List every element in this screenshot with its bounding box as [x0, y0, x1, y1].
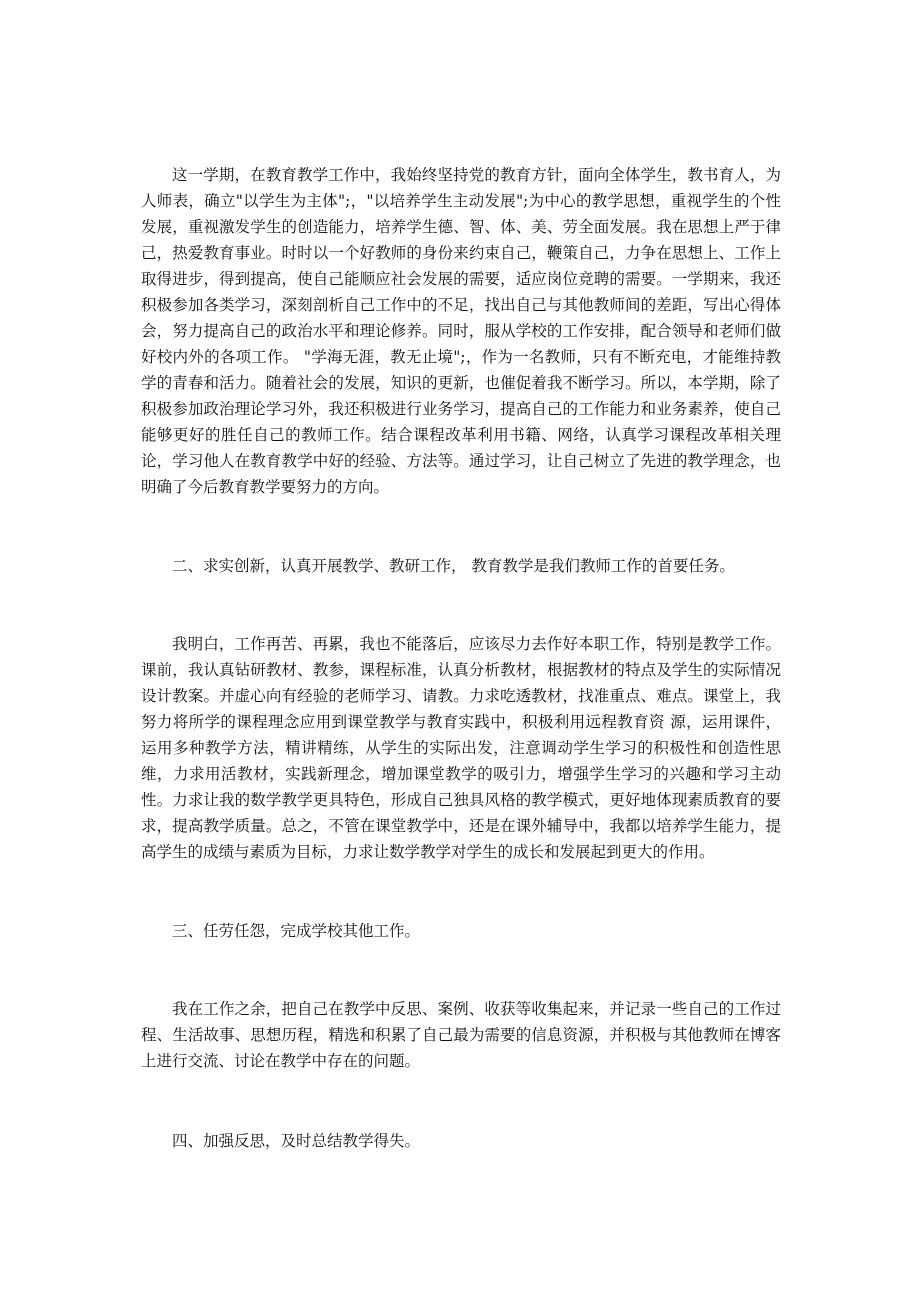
paragraph-study-and-ethics: 这一学期，在教育教学工作中，我始终坚持党的教育方针，面向全体学生，教书育人，为人师表，确立"以学生为主体";，"以培养学生主动发展";为中心的教学思想，重视学生的个性发展，重视激发学生的创造能力，培养学生德、智、体、美、劳全面发展。我在思想上严于律己，热爱教育事业。时时以一个好教师的身份来约束自己，鞭策自己，力争在思想上、工作上取得进步，得到提高，使自己能顺应社会发展的需要，适应岗位竞聘的需要。一学期来，我还积极参加各类学习，深刻剖析自己工作中的不足，找出自己与其他教师间的差距，写出心得体会，努力提高自己的政治水平和理论修养。同时，服从学校的工作安排，配合领导和老师们做好校内外的各项工作。 "学海无涯，教无止境";，作为一名教师，只有不断充电，才能维持教学的青春和活力。随着社会的发展，知识的更新，也催促着我不断学习。所以，本学期，除了积极参加政治理论学习外，我还积极进行业务学习，提高自己的工作能力和业务素养，使自己能够更好的胜任自己的教师工作。结合课程改革利用书籍、网络，认真学习课程改革相关理论，学习他人在教育教学中好的经验、方法等。通过学习，让自己树立了先进的教学理念，也明确了今后教育教学要努力的方向。: [141, 166, 781, 496]
paragraph-reflection-collection: 我在工作之余，把自己在教学中反思、案例、收获等收集起来，并记录一些自己的工作过程、生活故事、思想历程，精选和积累了自己最为需要的信息资源，并积极与其他教师在博客上进行交流、讨论在教学中存在的问题。: [141, 1000, 781, 1070]
section-heading-other-work: 三、任劳任怨，完成学校其他工作。: [172, 922, 421, 940]
section-heading-reflection: 四、加强反思，及时总结教学得失。: [172, 1132, 421, 1150]
paragraph-classroom-teaching: 我明白，工作再苦、再累，我也不能落后，应该尽力去作好本职工作，特别是教学工作。课前，我认真钻研教材、教参，课程标准，认真分析教材，根据教材的特点及学生的实际情况设计教案。并虚心向有经验的老师学习、请教。力求吃透教材，找准重点、难点。课堂上，我努力将所学的课程理念应用到课堂教学与教育实践中，积极利用远程教育资 源，运用课件，运用多种教学方法，精讲精练，从学生的实际出发，注意调动学生学习的积极性和创造性思维，力求用活教材，实践新理念，增加课堂教学的吸引力，增强学生学习的兴趣和学习主动性。力求让我的数学教学更具特色，形成自己独具风格的教学模式，更好地体现素质教育的要求，提高教学质量。总之，不管在课堂教学中，还是在课外辅导中，我都以培养学生能力，提高学生的成绩与素质为目标，力求让数学教学对学生的成长和发展起到更大的作用。: [141, 635, 781, 861]
section-heading-teaching-research: 二、求实创新，认真开展教学、教研工作， 教育教学是我们教师工作的首要任务。: [172, 557, 735, 575]
